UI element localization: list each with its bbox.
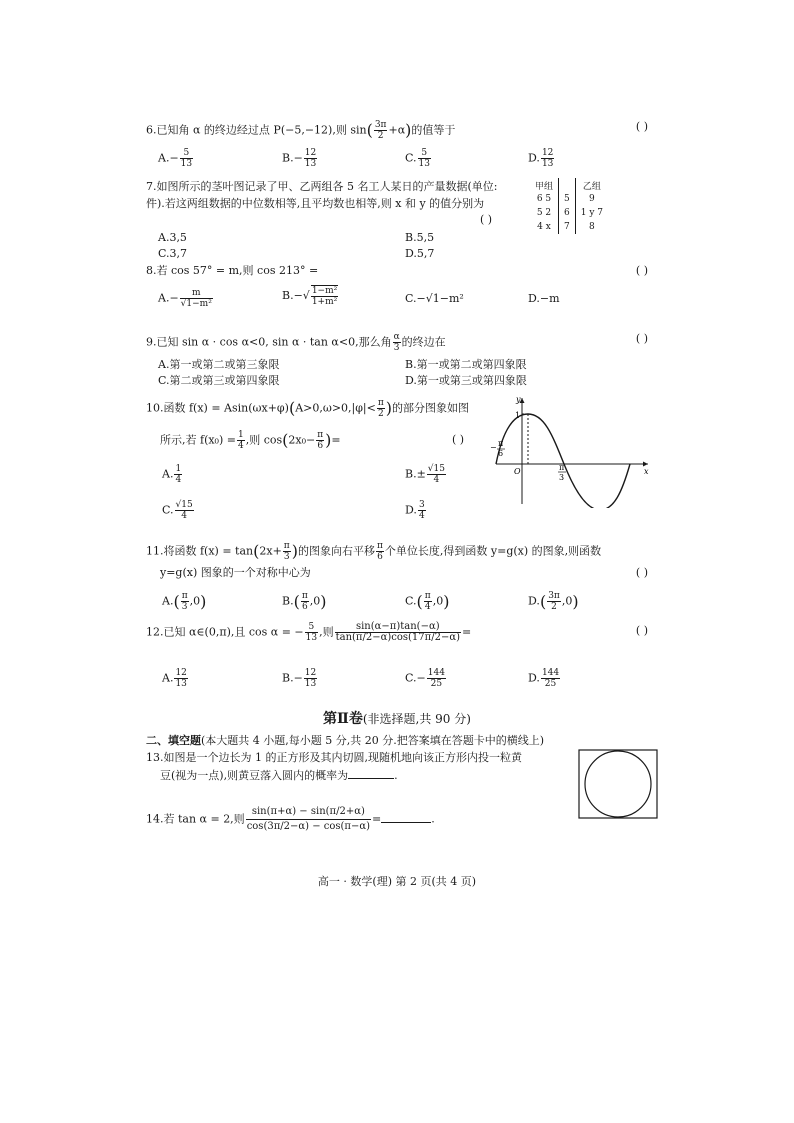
stem-row: 5 2 6 1 y 7 [536,208,604,218]
graph-origin-label: O [514,467,521,476]
q12-option-c: C.− $\frac{144}{25}$ [405,668,445,689]
q10-option-b: B.± $\frac{√15}{4}$ [405,464,445,485]
part-2-heading: 二、填空题(本大题共 4 小题,每小题 5 分,共 20 分.把答案填在答题卡中的横线上) [146,734,545,747]
q8-text: 8.若 cos 57° = m,则 cos 213° = [146,264,319,277]
graph-one-label: 1 [515,411,521,420]
q7-option-b: B.5,5 [405,231,435,244]
q7-answer-paren: ( ) [480,213,493,226]
q6-option-b: B.− $\frac{12}{13}$ [282,148,317,169]
stem-row: 6 5 5 9 [536,194,595,204]
section-heading [0,708,794,728]
q6-answer-paren: ( ) [635,120,648,133]
q8-answer-paren: ( ) [635,264,648,277]
section-title: 第Ⅱ卷 [323,711,363,727]
q10-answer-paren: ( ) [452,433,465,446]
q11-option-c: C.( $\frac{\pi}{4}$ ,0) [405,591,450,612]
stem-head-left: 甲组 [535,181,554,192]
q13-square-circle-figure [578,749,658,819]
q9-option-d: D.第一或第三或第四象限 [405,374,527,387]
page-footer: 高一 · 数学(理) 第 2 页(共 4 页) [317,875,477,888]
q11-line-2: y=g(x) 图象的一个对称中心为 [160,566,311,579]
q7-option-d: D.5,7 [405,247,435,260]
graph-six-label: 6 [498,449,504,458]
q9-answer-paren: ( ) [635,332,648,345]
q10-option-d: D. $\frac{3}{4}$ [405,500,425,521]
q14-answer-blank[interactable] [381,812,431,823]
q14-denominator: cos(3π/2−α) − cos(π−α) [246,821,371,832]
stem-leaf-plot [530,178,608,234]
stem-head-right: 乙组 [582,181,601,192]
section-subtitle: (非选择题,共 90 分) [362,712,471,726]
q6-fraction: $\frac{3\pi}{2}$ [374,120,387,141]
q11-option-d: D.( $\frac{3\pi}{2}$ ,0) [528,591,579,612]
q14-numerator: sin(π+α) − sin(π/2+α) [246,805,371,820]
q6-text: 6.已知角 α 的终边经过点 P(−5,−12),则 sin [146,123,367,137]
graph-pi-label-2: π [559,463,565,472]
question-6: 6.已知角 α 的终边经过点 P(−5,−12),则 sin( $\frac{3\pi}{2}$ +α)的值等于 [146,120,456,141]
q13-line-2: 豆(视为一点),则黄豆落入圆内的概率为 . [160,769,398,782]
q10-option-a: A. $\frac{1}{4}$ [162,464,182,485]
q8-option-a: A.− $\frac{m}{\text{√1−m²}}$ [158,288,212,309]
q12-option-b: B.− $\frac{12}{13}$ [282,668,317,689]
q9-option-b: B.第一或第二或第四象限 [405,358,527,371]
q10-sine-graph [490,392,655,508]
q8-option-d: D.−m [528,292,560,305]
q12-expression-numerator: sin(α−π)tan(−α) [335,622,461,633]
q11-option-b: B.( $\frac{\pi}{6}$ ,0) [282,591,327,612]
q7-option-c: C.3,7 [158,247,188,260]
q11-answer-paren: ( ) [635,566,648,579]
question-12: 12.已知 α∈(0,π),且 cos α = − $\frac{5}{13}$ ,则 $\frac{\sin(\alpha-\pi)\tan(-\alpha)}{\tan(\pi/2-\alpha)\cos(17\pi/2-\alpha)}$ = [146,621,472,643]
graph-x-label: x [644,467,649,476]
q9-option-a: A.第一或第二或第三象限 [158,358,280,371]
q7-line-1: 7.如图所示的茎叶图记录了甲、乙两组各 5 名工人某日的产量数据(单位: [146,180,498,193]
graph-neg-sign: − [490,443,497,452]
graph-three-label: 3 [559,473,565,482]
q9-option-c: C.第二或第三或第四象限 [158,374,280,387]
q8-option-b: B.−√ $\frac{\text{1−m²}}{\text{1+m²}}$ [282,286,338,307]
q8-option-c: C.−√1−m² [405,292,464,305]
q12-answer-paren: ( ) [635,624,648,637]
q12-expression-denominator: tan(π/2−α)cos(17π/2−α) [335,632,460,643]
graph-y-label: y [516,395,521,404]
q7-option-a: A.3,5 [158,231,187,244]
q6-option-d: D. $\frac{12}{13}$ [528,148,554,169]
q6-option-a: A.− $\frac{5}{13}$ [158,148,193,169]
q11-option-a: A.( $\frac{\pi}{3}$ ,0) [162,591,207,612]
q13-line-1: 13.如图是一个边长为 1 的正方形及其内切圆,现随机地向该正方形内投一粒黄 [146,751,522,764]
q10-line-1: 10.函数 f(x) = Asin(ωx+φ)(A>0,ω>0,|φ|< $\frac{\pi}{2}$ )的部分图象如图 [146,398,470,419]
q11-line-1: 11.将函数 f(x) = tan(2x+ $\frac{\pi}{3}$ )的图象向右平移 $\frac{\pi}{6}$ 个单位长度,得到函数 y=g(x) 的图象,则函数 [146,541,602,562]
q6-option-c: C. $\frac{5}{13}$ [405,148,430,169]
question-14: 14.若 tan α = 2,则 $\frac{\sin(\pi+\alpha) - \sin(\pi/2+\alpha)}{\cos(3\pi/2-\alpha) - \cos(\pi-\alpha)}$ = . [146,806,435,832]
graph-pi-label: π [498,439,504,448]
q10-line-2: 所示,若 f(x₀) = $\frac{1}{4}$ ,则 cos(2x₀− $\frac{\pi}{6}$ )= [160,430,341,451]
q12-option-a: A. $\frac{12}{13}$ [162,668,187,689]
q12-option-d: D. $\frac{144}{25}$ [528,668,560,689]
q10-option-c: C. $\frac{√15}{4}$ [162,500,193,521]
stem-row: 4 x 7 8 [537,222,595,232]
question-9: 9.已知 sin α · cos α<0, sin α · tan α<0,那么角 $\frac{\alpha}{3}$ 的终边在 [146,332,446,353]
q13-answer-blank[interactable] [348,768,394,779]
q7-line-2: 件).若这两组数据的中位数相等,且平均数也相等,则 x 和 y 的值分别为 [146,197,485,210]
